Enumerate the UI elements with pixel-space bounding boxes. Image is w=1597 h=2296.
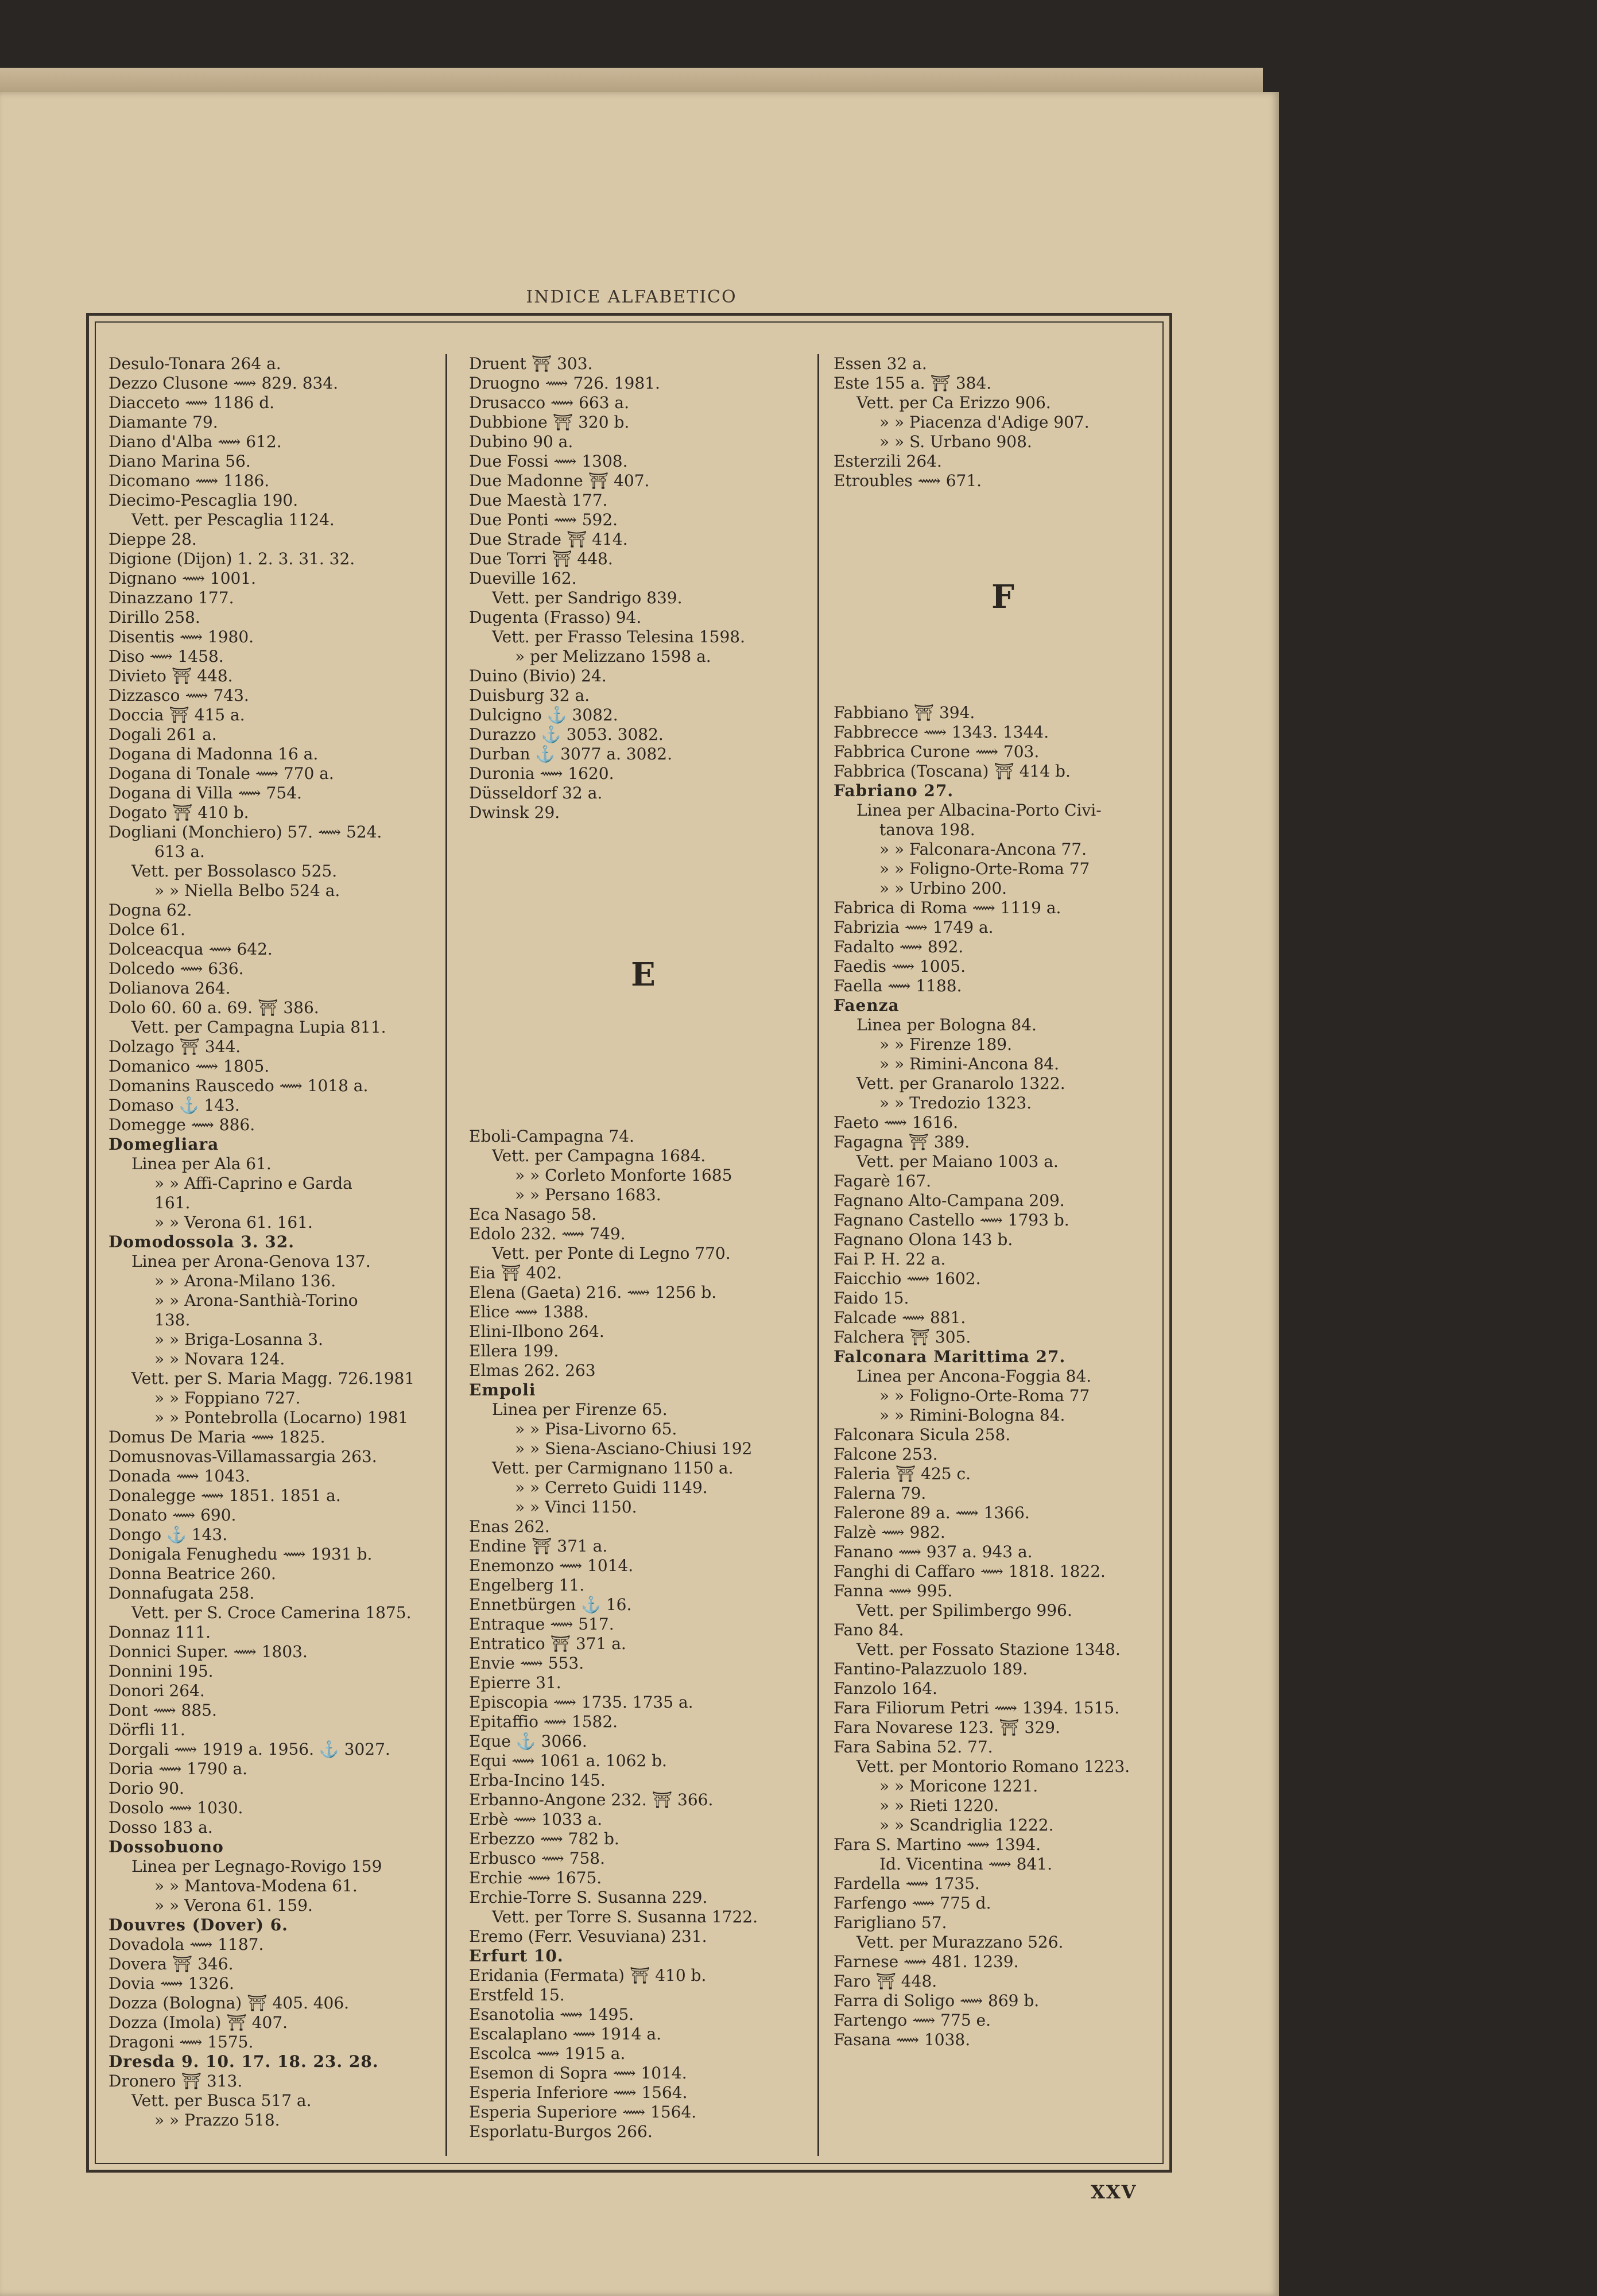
index-entry: Fagnano Alto-Campana 209. [834,1191,1065,1210]
index-entry: Dugenta (Frasso) 94. [469,608,642,627]
index-entry: Dolcedo ⟿ 636. [108,959,244,978]
index-entry: Desulo-Tonara 264 a. [108,354,281,373]
index-entry: Fanghi di Caffaro ⟿ 1818. 1822. [834,1562,1106,1581]
index-entry: Dronero ⛩ 313. [108,2072,243,2091]
index-entry: » » Verona 61. 159. [154,1896,313,1915]
index-entry: Endine ⛩ 371 a. [469,1537,608,1556]
index-entry: Vett. per Murazzano 526. [856,1933,1064,1952]
index-entry: Vett. per Pescaglia 1124. [131,510,335,529]
index-entry: Domodossola 3. 32. [108,1232,294,1251]
index-entry: Faicchio ⟿ 1602. [834,1269,981,1288]
index-entry: Erchie-Torre S. Susanna 229. [469,1888,708,1907]
index-entry: Dezzo Clusone ⟿ 829. 834. [108,374,339,393]
index-entry: Donalegge ⟿ 1851. 1851 a. [108,1486,341,1505]
index-entry: Donnici Super. ⟿ 1803. [108,1642,308,1661]
index-entry: Donnafugata 258. [108,1584,255,1603]
index-entry: Fabrizia ⟿ 1749 a. [834,918,994,937]
index-entry: » » Novara 124. [154,1349,285,1368]
section-gap [469,823,817,955]
index-entry: Fanna ⟿ 995. [834,1581,953,1600]
index-entry: Dogna 62. [108,901,192,920]
index-entry: Farigliano 57. [834,1913,947,1932]
index-entry: Enas 262. [469,1517,550,1536]
index-entry: Linea per Bologna 84. [856,1015,1037,1034]
index-column-2 [463,354,819,2156]
index-entry: Domanico ⟿ 1805. [108,1057,270,1076]
index-entry: » » Firenze 189. [879,1035,1012,1054]
index-entry: Domanins Rauscedo ⟿ 1018 a. [108,1076,369,1095]
index-entry: Vett. per Bossolasco 525. [131,862,338,881]
index-entry: Erba-Incino 145. [469,1771,606,1790]
index-entry: 161. [154,1193,191,1212]
index-entry: Dragoni ⟿ 1575. [108,2033,254,2051]
index-entry: Dresda 9. 10. 17. 18. 23. 28. [108,2052,379,2071]
index-entry: Dirillo 258. [108,608,200,627]
index-entry: Fagnano Castello ⟿ 1793 b. [834,1211,1069,1230]
index-entry: Falchera ⛩ 305. [834,1328,971,1347]
index-entry: Entratico ⛩ 371 a. [469,1634,626,1653]
index-entry: Eque ⚓ 3066. [469,1732,587,1751]
index-entry: Falerone 89 a. ⟿ 1366. [834,1503,1030,1522]
index-entry: » » Urbino 200. [879,879,1007,898]
index-entry: » » Verona 61. 161. [154,1213,313,1232]
index-entry: Dosso 183 a. [108,1818,213,1837]
index-entry: Esporlatu-Burgos 266. [469,2122,653,2141]
index-entry: Elini-Ilbono 264. [469,1322,604,1341]
index-entry: Dovadola ⟿ 1187. [108,1935,264,1954]
index-entry: Donori 264. [108,1681,205,1700]
index-entry: Diso ⟿ 1458. [108,647,224,666]
index-entry: Dieppe 28. [108,530,197,549]
index-entry: Empoli [469,1380,536,1399]
index-entry: » » Rimini-Bologna 84. [879,1406,1065,1425]
index-entry: Engelberg 11. [469,1576,585,1595]
index-entry: Dogana di Tonale ⟿ 770 a. [108,764,334,783]
index-entry: Donnini 195. [108,1662,214,1681]
index-entry: Linea per Albacina-Porto Civi- [856,801,1102,820]
index-entry: Fanzolo 164. [834,1679,937,1698]
index-column-1 [103,354,447,2156]
index-entry: Erchie ⟿ 1675. [469,1868,602,1887]
index-entry: Dubbione ⛩ 320 b. [469,413,630,432]
index-entry: Eridania (Fermata) ⛩ 410 b. [469,1966,707,1985]
index-entry: » per Melizzano 1598 a. [515,647,711,666]
index-entry: » » Moricone 1221. [879,1777,1038,1795]
index-entry: Diecimo-Pescaglia 190. [108,491,299,510]
index-entry: Diano d'Alba ⟿ 612. [108,432,282,451]
index-entry: Escolca ⟿ 1915 a. [469,2044,626,2063]
index-entry: Due Fossi ⟿ 1308. [469,452,628,471]
index-entry: » » Affi-Caprino e Garda [154,1174,352,1193]
index-entry: Vett. per Fossato Stazione 1348. [856,1640,1121,1659]
page-number: XXV [1091,2181,1137,2203]
index-entry: Douvres (Dover) 6. [108,1915,288,1934]
index-entry: Vett. per Granarolo 1322. [856,1074,1065,1093]
index-entry: Vett. per Ca Erizzo 906. [856,393,1051,412]
index-entry: Dogana di Madonna 16 a. [108,744,319,763]
index-entry: » » Pisa-Livorno 65. [515,1420,677,1438]
index-entry: Dorio 90. [108,1779,184,1798]
index-entry: Donada ⟿ 1043. [108,1467,250,1486]
index-entry: Epitaffio ⟿ 1582. [469,1712,618,1731]
index-entry: Domegliara [108,1135,219,1154]
index-entry: Elmas 262. 263 [469,1361,596,1380]
index-entry: Linea per Ancona-Foggia 84. [856,1367,1092,1386]
index-entry: Vett. per S. Croce Camerina 1875. [131,1603,412,1622]
index-entry: Druent ⛩ 303. [469,354,593,373]
index-entry: » » Tredozio 1323. [879,1093,1032,1112]
index-entry: » » Foppiano 727. [154,1389,301,1407]
section-letter: E [631,956,656,994]
index-entry: Doria ⟿ 1790 a. [108,1759,248,1778]
index-entry: Etroubles ⟿ 671. [834,471,982,490]
index-entry: Faro ⛩ 448. [834,1972,937,1991]
index-entry: Vett. per Campagna 1684. [492,1146,706,1165]
index-entry: Faleria ⛩ 425 c. [834,1464,971,1483]
index-entry: Durazzo ⚓ 3053. 3082. [469,725,664,744]
index-entry: Dont ⟿ 885. [108,1701,217,1720]
index-entry: Dozza (Bologna) ⛩ 405. 406. [108,1994,350,2012]
index-entry: Due Madonne ⛩ 407. [469,471,650,490]
index-entry: » » Rieti 1220. [879,1796,999,1815]
index-entry: Falzè ⟿ 982. [834,1523,945,1542]
index-entry: » » S. Urbano 908. [879,432,1032,451]
index-entry: Edolo 232. ⟿ 749. [469,1224,626,1243]
index-entry: » » Briga-Losanna 3. [154,1330,323,1349]
index-entry: Elice ⟿ 1388. [469,1302,589,1321]
index-entry: Faedis ⟿ 1005. [834,957,966,976]
section-gap [834,491,1172,577]
index-entry: Dörfli 11. [108,1720,185,1739]
index-entry: Donigala Fenughedu ⟿ 1931 b. [108,1545,373,1564]
index-entry: Dizzasco ⟿ 743. [108,686,249,705]
index-entry: Linea per Arona-Genova 137. [131,1252,371,1271]
index-entry: Fagagna ⛩ 389. [834,1133,970,1151]
index-entry: Disentis ⟿ 1980. [108,627,254,646]
index-entry: Equi ⟿ 1061 a. 1062 b. [469,1751,667,1770]
index-entry: Dogali 261 a. [108,725,217,744]
index-entry: » » Arona-Milano 136. [154,1271,336,1290]
index-entry: Fardella ⟿ 1735. [834,1874,980,1893]
index-entry: Dosolo ⟿ 1030. [108,1798,243,1817]
index-entry: Dovera ⛩ 346. [108,1954,234,1973]
index-entry: Dignano ⟿ 1001. [108,569,257,588]
index-entry: Due Ponti ⟿ 592. [469,510,618,529]
index-entry: Fara S. Martino ⟿ 1394. [834,1835,1041,1854]
index-entry: Due Torri ⛩ 448. [469,549,613,568]
index-entry: 138. [154,1310,191,1329]
index-entry: » » Arona-Santhià-Torino [154,1291,358,1310]
index-entry: Dossobuono [108,1837,224,1856]
index-entry: Este 155 a. ⛩ 384. [834,374,992,393]
index-entry: Vett. per Spilimbergo 996. [856,1601,1072,1620]
index-entry: Vett. per Sandrigo 839. [492,588,683,607]
index-entry: Fartengo ⟿ 775 e. [834,2011,991,2030]
index-entry: Erfurt 10. [469,1946,564,1965]
index-entry: Eia ⛩ 402. [469,1263,562,1282]
index-frame-inner [95,321,1164,2164]
index-entry: Linea per Firenze 65. [492,1400,668,1419]
index-entry: Fabbrica (Toscana) ⛩ 414 b. [834,762,1071,781]
index-entry: Falconara Sicula 258. [834,1425,1011,1444]
index-entry: Esperia Superiore ⟿ 1564. [469,2103,697,2122]
index-entry: Erbanno-Angone 232. ⛩ 366. [469,1790,714,1809]
index-entry: Entraque ⟿ 517. [469,1615,614,1634]
index-entry: Düsseldorf 32 a. [469,784,603,802]
index-entry: Diamante 79. [108,413,218,432]
index-entry: Vett. per Ponte di Legno 770. [492,1244,731,1263]
index-entry: Diacceto ⟿ 1186 d. [108,393,275,412]
index-entry: Dolianova 264. [108,979,231,998]
index-entry: Vett. per Maiano 1003 a. [856,1152,1059,1171]
index-entry: Farfengo ⟿ 775 d. [834,1894,991,1913]
index-entry: Dubino 90 a. [469,432,573,451]
index-entry: Faeto ⟿ 1616. [834,1113,958,1132]
index-entry: » » Persano 1683. [515,1185,661,1204]
index-entry: Fabriano 27. [834,781,954,800]
index-entry: Falconara Marittima 27. [834,1347,1066,1366]
index-entry: » » Foligno-Orte-Roma 77 [879,859,1090,878]
index-entry: Erbezzo ⟿ 782 b. [469,1829,619,1848]
index-entry: Esanotolia ⟿ 1495. [469,2005,634,2024]
index-entry: Fara Novarese 123. ⛩ 329. [834,1718,1060,1737]
index-entry: Vett. per Busca 517 a. [131,2091,312,2110]
index-entry: Duino (Bivio) 24. [469,666,607,685]
index-entry: » » Mantova-Modena 61. [154,1876,358,1895]
index-entry: Doccia ⛩ 415 a. [108,705,245,724]
index-entry: Druogno ⟿ 726. 1981. [469,374,660,393]
section-letter: F [991,578,1014,616]
index-entry: Falcone 253. [834,1445,938,1464]
index-entry: Fabbrica Curone ⟿ 703. [834,742,1040,761]
index-entry: » » Foligno-Orte-Roma 77 [879,1386,1090,1405]
index-entry: Escalaplano ⟿ 1914 a. [469,2024,661,2043]
index-entry: Dozza (Imola) ⛩ 407. [108,2013,288,2032]
index-entry: » » Siena-Asciano-Chiusi 192 [515,1439,753,1458]
index-entry: Domusnovas-Villamassargia 263. [108,1447,377,1466]
index-entry: Fano 84. [834,1620,904,1639]
index-entry: Dolceacqua ⟿ 642. [108,940,273,959]
index-entry: Linea per Ala 61. [131,1154,272,1173]
index-entry: Ennetbürgen ⚓ 16. [469,1595,632,1614]
index-entry: Dwinsk 29. [469,803,560,822]
index-entry: Ellera 199. [469,1341,559,1360]
index-entry: Dicomano ⟿ 1186. [108,471,270,490]
index-entry: Eboli-Campagna 74. [469,1127,634,1146]
index-entry: Fadalto ⟿ 892. [834,937,964,956]
index-entry: Dogana di Villa ⟿ 754. [108,784,302,802]
index-entry: Domegge ⟿ 886. [108,1115,255,1134]
index-entry: Faido 15. [834,1289,909,1308]
index-entry: Vett. per Montorio Romano 1223. [856,1757,1130,1776]
index-entry: Fara Filiorum Petri ⟿ 1394. 1515. [834,1698,1120,1717]
index-entry: Elena (Gaeta) 216. ⟿ 1256 b. [469,1283,717,1302]
index-entry: Vett. per Torre S. Susanna 1722. [492,1907,758,1926]
index-entry: Dogato ⛩ 410 b. [108,803,249,822]
index-entry: Fanano ⟿ 937 a. 943 a. [834,1542,1033,1561]
index-entry: Falerna 79. [834,1484,927,1503]
index-entry: Fai P. H. 22 a. [834,1250,946,1269]
index-entry: Episcopia ⟿ 1735. 1735 a. [469,1693,693,1712]
index-entry: » » Prazzo 518. [154,2111,280,2130]
index-entry: Due Strade ⛩ 414. [469,530,628,549]
index-entry: » » Corleto Monforte 1685 [515,1166,732,1185]
section-gap [469,995,817,1127]
index-entry: Id. Vicentina ⟿ 841. [879,1855,1052,1874]
index-entry: Fara Sabina 52. 77. [834,1737,993,1756]
index-entry: Fabbrecce ⟿ 1343. 1344. [834,723,1049,742]
index-entry: Diano Marina 56. [108,452,251,471]
index-entry: Donato ⟿ 690. [108,1506,237,1525]
index-entry: Envie ⟿ 553. [469,1654,584,1673]
index-entry: Vett. per Frasso Telesina 1598. [492,627,746,646]
index-entry: Durban ⚓ 3077 a. 3082. [469,744,672,763]
index-entry: Fagnano Olona 143 b. [834,1230,1013,1249]
index-entry: Domaso ⚓ 143. [108,1096,240,1115]
index-entry: Fasana ⟿ 1038. [834,2030,971,2049]
index-entry: Farnese ⟿ 481. 1239. [834,1952,1019,1971]
index-entry: Enemonzo ⟿ 1014. [469,1556,634,1575]
index-entry: Faenza [834,996,900,1015]
index-entry: Essen 32 a. [834,354,927,373]
index-entry: Vett. per Carmignano 1150 a. [492,1459,734,1477]
index-entry: Vett. per S. Maria Magg. 726.1981 [131,1369,415,1388]
index-entry: Eremo (Ferr. Vesuviana) 231. [469,1927,707,1946]
index-entry: Falcade ⟿ 881. [834,1308,966,1327]
index-entry: Vett. per Campagna Lupia 811. [131,1018,386,1037]
index-entry: Esperia Inferiore ⟿ 1564. [469,2083,688,2102]
index-entry: » » Cerreto Guidi 1149. [515,1478,708,1497]
index-entry: » » Niella Belbo 524 a. [154,881,340,900]
index-entry: Dorgali ⟿ 1919 a. 1956. ⚓ 3027. [108,1740,390,1759]
index-entry: Donna Beatrice 260. [108,1564,276,1583]
index-entry: » » Rimini-Ancona 84. [879,1054,1060,1073]
index-entry: » » Piacenza d'Adige 907. [879,413,1090,432]
index-entry: » » Falconara-Ancona 77. [879,840,1087,859]
index-entry: Due Maestà 177. [469,491,608,510]
page [0,92,1279,2296]
index-entry: Digione (Dijon) 1. 2. 3. 31. 32. [108,549,355,568]
index-entry: Drusacco ⟿ 663 a. [469,393,630,412]
index-entry: Esemon di Sopra ⟿ 1014. [469,2064,687,2082]
index-entry: Duisburg 32 a. [469,686,590,705]
section-gap [834,617,1172,703]
page-header: INDICE ALFABETICO [526,287,737,307]
index-entry: Duronia ⟿ 1620. [469,764,614,783]
index-entry: Erbè ⟿ 1033 a. [469,1810,603,1829]
index-entry: Domus De Maria ⟿ 1825. [108,1428,325,1446]
index-entry: Dolce 61. [108,920,185,939]
index-entry: Dulcigno ⚓ 3082. [469,705,618,724]
index-entry: Dolzago ⛩ 344. [108,1037,241,1056]
index-entry: 613 a. [154,842,205,861]
index-entry: Dongo ⚓ 143. [108,1525,228,1544]
index-entry: Fagarè 167. [834,1172,932,1190]
index-entry: Fabbiano ⛩ 394. [834,703,975,722]
index-entry: Dogliani (Monchiero) 57. ⟿ 524. [108,823,382,841]
index-entry: Farra di Soligo ⟿ 869 b. [834,1991,1040,2010]
index-entry: Divieto ⛩ 448. [108,666,233,685]
index-entry: Dueville 162. [469,569,577,588]
index-entry: Epierre 31. [469,1673,561,1692]
index-entry: Erstfeld 15. [469,1985,565,2004]
index-entry: Dolo 60. 60 a. 69. ⛩ 386. [108,998,319,1017]
index-entry: Erbusco ⟿ 758. [469,1849,605,1868]
index-entry: Faella ⟿ 1188. [834,976,962,995]
index-frame [86,313,1172,2173]
index-entry: » » Pontebrolla (Locarno) 1981 [154,1408,409,1427]
index-entry: Eca Nasago 58. [469,1205,597,1224]
index-entry: » » Scandriglia 1222. [879,1816,1054,1835]
index-entry: » » Vinci 1150. [515,1498,637,1517]
index-column-3 [828,354,1172,2156]
index-entry: Dovia ⟿ 1326. [108,1974,234,1993]
index-entry: tanova 198. [879,820,975,839]
index-entry: Donnaz 111. [108,1623,211,1642]
index-entry: Linea per Legnago-Rovigo 159 [131,1857,382,1876]
index-entry: Esterzili 264. [834,452,942,471]
index-entry: Fantino-Palazzuolo 189. [834,1659,1028,1678]
index-entry: Dinazzano 177. [108,588,234,607]
index-entry: Fabrica di Roma ⟿ 1119 a. [834,898,1061,917]
